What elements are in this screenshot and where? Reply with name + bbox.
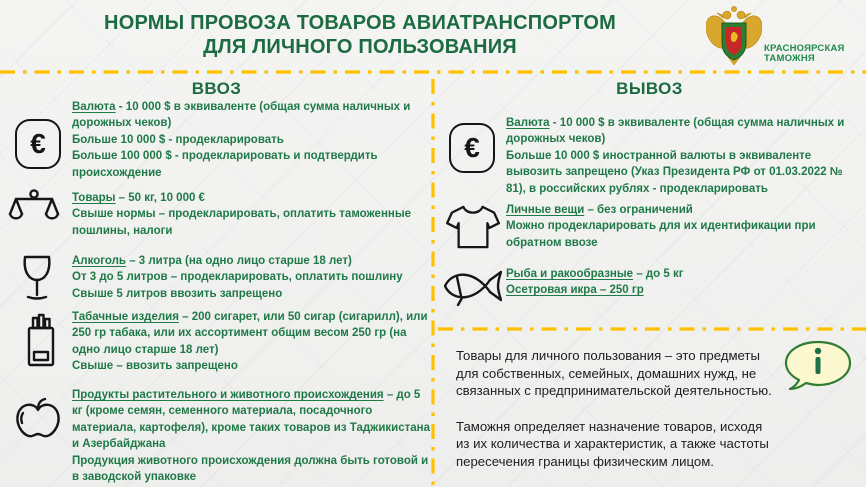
import-item-goods-text bbox=[72, 190, 432, 239]
info-paragraph-2: Таможня определяет назначение товаров, исходя из их количества и характеристик, а также частоты пересечения границы физическим лицом. bbox=[456, 418, 769, 469]
item-line-underlined: Осетровая икра – 250 гр bbox=[506, 284, 644, 297]
euro-icon bbox=[15, 119, 61, 169]
item-lead: Валюта bbox=[72, 101, 116, 113]
item-rest: – 50 кг, 10 000 € bbox=[115, 192, 205, 204]
euro-symbol: € bbox=[464, 132, 480, 163]
info-paragraph-1: Товары для личного пользования – это предметы для собственных, семейных, домашних нужд, не связанных с предпринимательской деятельностью. bbox=[456, 348, 772, 399]
item-rest: – без ограничений bbox=[584, 204, 693, 216]
fish-icon bbox=[444, 266, 502, 306]
item-rest: – 200 сигарет, или 50 сигар (сигарилл), или 250 гр табака, или их ассортимент общим весом 250 гр (на одно лицо старше 18 лет) bbox=[72, 311, 428, 356]
export-item-currency-text bbox=[506, 115, 858, 197]
item-line: От 3 до 5 литров – продекларировать, оплатить пошлину bbox=[72, 271, 403, 284]
item-rest: – до 5 кг (кроме семян, семенного материала, посадочного материала, картофеля), кроме таких товаров из Таджикистана и Азербайджана bbox=[72, 389, 430, 451]
export-item-fish-text bbox=[506, 266, 858, 299]
item-line: Больше 100 000 $ - продекларировать и подтвердить происхождение bbox=[72, 150, 378, 179]
title-line-2: ДЛЯ ЛИЧНОГО ПОЛЬЗОВАНИЯ bbox=[203, 36, 517, 58]
import-item-tobacco-text bbox=[72, 309, 432, 375]
import-item-currency-text bbox=[72, 99, 432, 181]
item-lead: Личные вещи bbox=[506, 204, 585, 216]
export-item-personal-text bbox=[506, 202, 858, 251]
item-lead: Продукты растительного и животного происхождения bbox=[72, 389, 384, 401]
euro-icon bbox=[449, 123, 495, 173]
info-box bbox=[456, 347, 778, 487]
customs-emblem-icon bbox=[706, 5, 762, 70]
item-line: Больше 10 000 $ иностранной валюты в эквиваленте вывозить запрещено (Указ Президента РФ от 01.03.2022 № 81), в российских рублях - продекларировать bbox=[506, 149, 843, 195]
item-rest: - 10 000 $ в эквиваленте (общая сумма наличных и дорожных чеков) bbox=[72, 101, 411, 130]
org-line-1: КРАСНОЯРСКАЯ bbox=[764, 43, 845, 54]
item-lead: Табачные изделия bbox=[72, 311, 179, 323]
page-title bbox=[75, 11, 645, 59]
item-line: Свыше – ввозить запрещено bbox=[72, 360, 238, 373]
org-line-2: ТАМОЖНЯ bbox=[764, 53, 815, 64]
item-lead: Валюта bbox=[506, 117, 550, 129]
item-rest: – 3 литра (на одно лицо старше 18 лет) bbox=[126, 255, 352, 267]
customs-org-name bbox=[764, 44, 845, 64]
import-item-food-text bbox=[72, 387, 432, 485]
euro-symbol: € bbox=[30, 128, 46, 159]
scales-icon bbox=[8, 188, 60, 240]
info-bubble-icon bbox=[783, 340, 853, 397]
item-rest: - 10 000 $ в эквиваленте (общая сумма наличных и дорожных чеков) bbox=[506, 117, 845, 146]
item-line: Можно продекларировать для их идентификации при обратном ввозе bbox=[506, 220, 816, 249]
apple-icon bbox=[14, 396, 62, 444]
wine-glass-icon bbox=[21, 251, 53, 303]
item-line: Свыше 5 литров ввозить запрещено bbox=[72, 287, 283, 300]
item-line: Свыше нормы – продекларировать, оплатить таможенные пошлины, налоги bbox=[72, 208, 412, 237]
item-lead: Рыба и ракообразные bbox=[506, 268, 634, 280]
item-line: Больше 10 000 $ - продекларировать bbox=[72, 133, 284, 146]
item-line: Продукция животного происхождения должна быть готовой и в заводской упаковке bbox=[72, 454, 429, 484]
cigarettes-icon bbox=[24, 311, 58, 369]
import-item-alcohol-text bbox=[72, 253, 432, 302]
tshirt-icon bbox=[446, 204, 500, 250]
title-line-1: НОРМЫ ПРОВОЗА ТОВАРОВ АВИАТРАНСПОРТОМ bbox=[104, 12, 616, 34]
export-heading: ВЫВОЗ bbox=[616, 79, 683, 98]
import-heading: ВВОЗ bbox=[191, 79, 242, 98]
item-rest: – до 5 кг bbox=[633, 268, 684, 280]
item-lead: Алкоголь bbox=[72, 255, 126, 267]
item-lead: Товары bbox=[72, 192, 116, 204]
